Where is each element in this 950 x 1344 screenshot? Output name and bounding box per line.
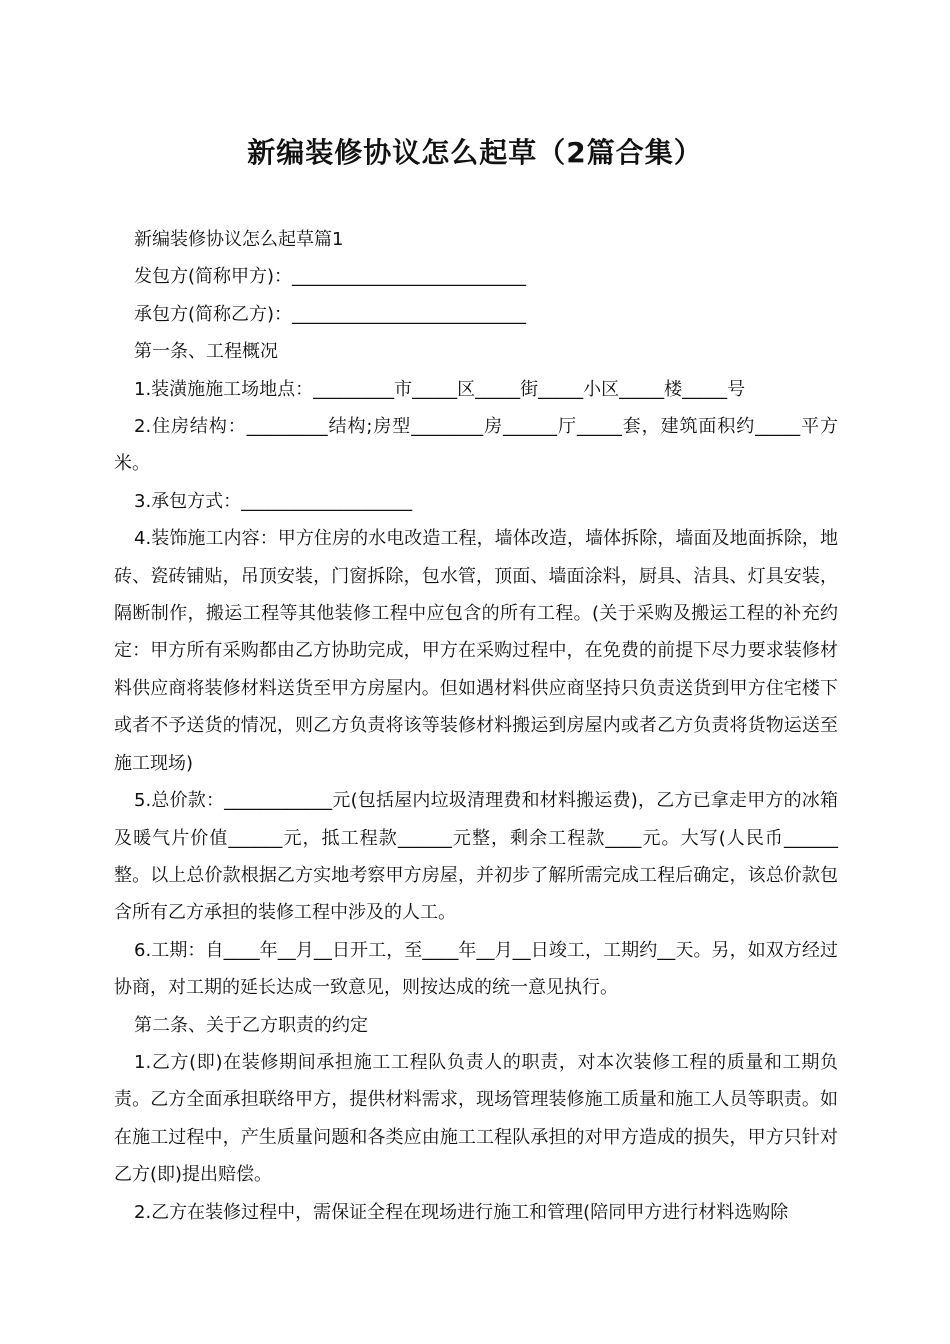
clause-paragraph: 3.承包方式：___________________ [134,490,413,512]
clause-paragraph: 6.工期：自____年__月__日开工，至____年__月__日竣工，工期约__天。另，如双方经过协商，对工期的延长达成一致意见，则按达成的统一意见执行。 [114,939,838,999]
party-b-line: 承包方(简称乙方)：__________________________ [134,303,527,325]
clause-paragraph: 5.总价款：____________元(包括屋内垃圾清理费和材料搬运费)，乙方已拿走甲方的冰箱及暖气片价值______元，抵工程款______元整，剩余工程款____元。大写(人民币______整。以上总价款根据乙方实地考察甲方房屋，并初步了解所需完成工程后确定，该总价款包含所有乙方承担的装修工程中涉及的人工。 [114,790,838,924]
article-heading: 第一条、工程概况 [134,341,278,363]
clause-paragraph: 1.乙方(即)在装修期间承担施工工程队负责人的职责，对本次装修工程的质量和工期负责。乙方全面承担联络甲方，提供材料需求，现场管理装修施工质量和施工人员等职责。如在施工过程中，产生质量问题和各类应由施工工程队承担的对甲方造成的损失，甲方只针对乙方(即)提出赔偿。 [114,1051,838,1186]
document-body [114,221,838,1231]
clause-paragraph: 2.乙方在装修过程中，需保证全程在现场进行施工和管理(陪同甲方进行材料选购除 [134,1201,789,1223]
document-title: 新编装修协议怎么起草（2篇合集） [247,136,703,169]
party-a-line: 发包方(简称甲方)：__________________________ [134,266,527,288]
clause-paragraph: 4.装饰施工内容：甲方住房的水电改造工程，墙体改造，墙体拆除，墙面及地面拆除，地砖、瓷砖铺贴，吊顶安装，门窗拆除，包水管，顶面、墙面涂料，厨具、洁具、灯具安装，隔断制作，搬运工程等其他装修工程中应包含的所有工程。(关于采购及搬运工程的补充约定：甲方所有采购都由乙方协助完成，甲方在采购过程中，在免费的前提下尽力要求装修材料供应商将装修材料送货至甲方房屋内。但如遇材料供应商坚持只负责送货到甲方住宅楼下或者不予送货的情况，则乙方负责将该等装修材料搬运到房屋内或者乙方负责将货物运送至施工现场) [114,528,838,774]
clause-paragraph: 2.住房结构：_________结构;房型________房______厅_____套，建筑面积约_____平方米。 [114,416,838,475]
article-heading: 第二条、关于乙方职责的约定 [134,1014,368,1036]
section-heading: 新编装修协议怎么起草篇1 [134,229,344,250]
clause-paragraph: 1.装潢施施工场地点：_________市_____区_____街_____小区_____楼_____号 [134,378,746,400]
